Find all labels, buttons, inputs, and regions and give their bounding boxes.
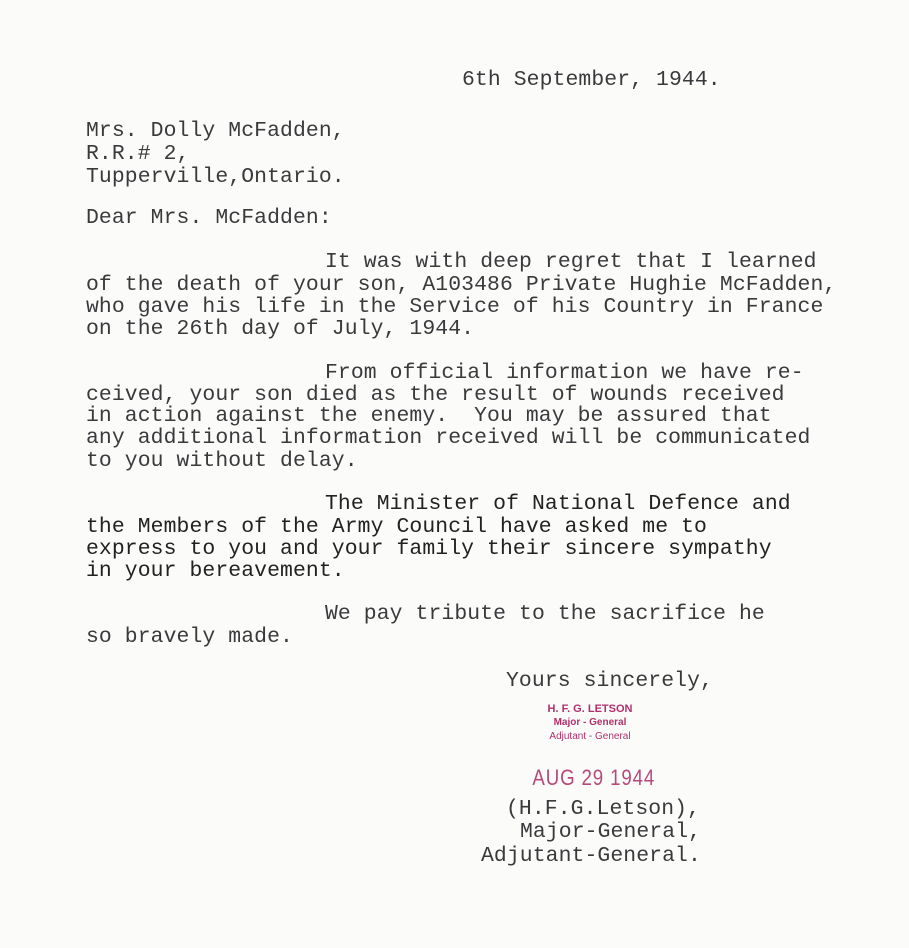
text-line: to you without delay. <box>86 449 358 473</box>
signature-line: (H.F.G.Letson), <box>506 797 701 821</box>
address-line: Tupperville,Ontario. <box>86 165 345 189</box>
text-line: It was with deep regret that I learned <box>325 250 817 274</box>
text-line: in your bereavement. <box>86 559 345 583</box>
signature-line: Major-General, <box>520 820 702 844</box>
text-line: of the death of your son, A103486 Private Hughie McFadden, <box>86 273 837 297</box>
address-line: R.R.# 2, <box>86 142 190 166</box>
text-line: The Minister of National Defence and <box>325 492 791 516</box>
text-line: so bravely made. <box>86 625 293 649</box>
text-line: any additional information received will be communicated <box>86 426 811 450</box>
closing: Yours sincerely, <box>506 669 713 693</box>
text-line: ceived, your son died as the result of wounds received <box>86 383 785 407</box>
text-line: who gave his life in the Service of his Country in France <box>86 295 824 319</box>
letter-date: 6th September, 1944. <box>462 68 721 92</box>
salutation: Dear Mrs. McFadden: <box>86 206 332 230</box>
signature-line: Adjutant-General. <box>481 844 701 868</box>
address-line: Mrs. Dolly McFadden, <box>86 119 345 143</box>
date-stamp: AUG 29 1944 <box>532 765 656 790</box>
text-line: on the 26th day of July, 1944. <box>86 317 475 341</box>
text-line: From official information we have re- <box>325 361 804 385</box>
text-line: the Members of the Army Council have asked me to <box>86 515 707 539</box>
stamp-rank: Major - General <box>553 717 627 728</box>
text-line: in action against the enemy. You may be assured that <box>86 404 772 428</box>
text-line: express to you and your family their sincere sympathy <box>86 537 772 561</box>
stamp-title: Adjutant - General <box>549 731 631 742</box>
stamp-name: H. F. G. LETSON <box>547 703 633 715</box>
text-line: We pay tribute to the sacrifice he <box>325 602 765 626</box>
